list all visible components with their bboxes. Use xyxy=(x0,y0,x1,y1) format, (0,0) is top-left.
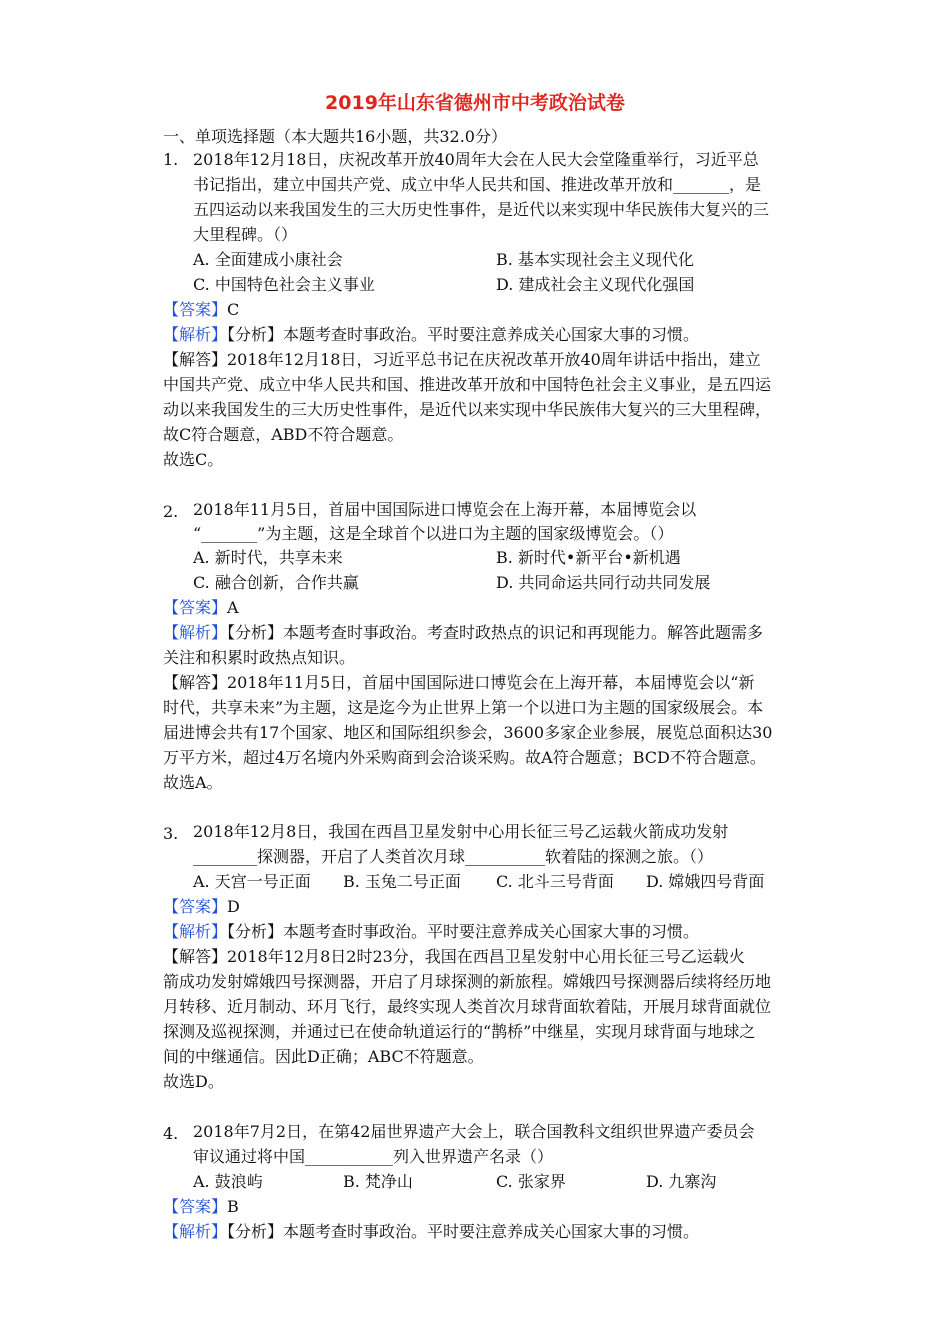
solution-line: 【解答】2018年12月18日，习近平总书记在庆祝改革开放40周年讲话中指出，建立 xyxy=(163,350,761,369)
answer-line xyxy=(163,596,239,620)
option-b: B. 新时代•新平台•新机遇 xyxy=(496,548,681,567)
analysis-line-2: 关注和积累时政热点知识。 xyxy=(163,648,356,667)
option-d: D. 共同命运共同行动共同发展 xyxy=(496,573,711,592)
option-d: D. 建成社会主义现代化强国 xyxy=(496,275,695,294)
option-b: B. 梵净山 xyxy=(343,1172,413,1191)
question-stem-line: 大里程碑。（） xyxy=(193,225,298,244)
question-stem-line: 2018年11月5日，首届中国国际进口博览会在上海开幕，本届博览会以 xyxy=(193,500,697,519)
answer-value: A xyxy=(227,598,239,617)
solution-line: 时代，共享未来”为主题，这是迄今为止世界上第一个以进口为主题的国家级展会。本 xyxy=(163,698,764,717)
answer-value: C xyxy=(227,300,240,319)
solution-line: 【解答】2018年11月5日，首届中国国际进口博览会在上海开幕，本届博览会以“新 xyxy=(163,673,755,692)
section-heading: 一、单项选择题（本大题共16小题，共32.0分） xyxy=(163,127,507,146)
option-c: C. 北斗三号背面 xyxy=(496,872,614,891)
option-c: C. 融合创新，合作共赢 xyxy=(193,573,359,592)
analysis-tag: 【解析】 xyxy=(163,325,228,344)
analysis-line xyxy=(163,1220,699,1244)
solution-line: 中国共产党、成立中华人民共和国、推进改革开放和中国特色社会主义事业，是五四运 xyxy=(163,375,772,394)
question-stem-line: ________探测器，开启了人类首次月球__________软着陆的探测之旅。（） xyxy=(193,847,714,866)
solution-line: 间的中继通信。因此D正确；ABC不符题意。 xyxy=(163,1047,484,1066)
option-b: B. 玉兔二号正面 xyxy=(343,872,461,891)
question-stem-line: 审议通过将中国___________列入世界遗产名录（） xyxy=(193,1147,554,1166)
question-number: 3. xyxy=(163,824,179,843)
answer-line xyxy=(163,298,239,322)
answer-line xyxy=(163,895,240,919)
solution-line: 故选C。 xyxy=(163,450,224,469)
question-stem-line: 五四运动以来我国发生的三大历史性事件，是近代以来实现中华民族伟大复兴的三 xyxy=(193,200,770,219)
analysis-line xyxy=(163,323,699,347)
solution-line: 故选A。 xyxy=(163,773,223,792)
solution-line: 箭成功发射嫦娥四号探测器，开启了月球探测的新旅程。嫦娥四号探测器后续将经历地 xyxy=(163,972,772,991)
option-b: B. 基本实现社会主义现代化 xyxy=(496,250,694,269)
question-stem-line: 2018年7月2日，在第42届世界遗产大会上，联合国教科文组织世界遗产委员会 xyxy=(193,1122,755,1141)
solution-line: 届进博会共有17个国家、地区和国际组织参会，3600多家企业参展，展览总面积达30 xyxy=(163,723,773,742)
answer-tag: 【答案】 xyxy=(163,1197,228,1216)
solution-line: 月转移、近月制动、环月飞行，最终实现人类首次月球背面软着陆，开展月球背面就位 xyxy=(163,997,772,1016)
analysis-tag: 【解析】 xyxy=(163,623,228,642)
question-number: 1. xyxy=(163,150,179,169)
analysis-line xyxy=(163,920,699,944)
answer-line xyxy=(163,1195,239,1219)
solution-line: 故选D。 xyxy=(163,1072,224,1091)
analysis-text: 【分析】本题考查时事政治。平时要注意养成关心国家大事的习惯。 xyxy=(227,1222,700,1241)
analysis-line xyxy=(163,621,763,645)
option-a: A. 天宫一号正面 xyxy=(193,872,311,891)
option-c: C. 中国特色社会主义事业 xyxy=(193,275,375,294)
solution-line: 【解答】2018年12月8日2时23分，我国在西昌卫星发射中心用长征三号乙运载火 xyxy=(163,947,745,966)
question-number: 4. xyxy=(163,1124,179,1143)
answer-tag: 【答案】 xyxy=(163,300,228,319)
question-stem-line: “_______”为主题，这是全球首个以进口为主题的国家级博览会。（） xyxy=(193,524,674,543)
question-stem-line: 书记指出，建立中国共产党、成立中华人民共和国、推进改革开放和_______，是 xyxy=(193,175,762,194)
solution-line: 探测及巡视探测，并通过已在使命轨道运行的“鹊桥”中继星，实现月球背面与地球之 xyxy=(163,1022,756,1041)
answer-tag: 【答案】 xyxy=(163,598,228,617)
option-a: A. 新时代，共享未来 xyxy=(193,548,343,567)
answer-value: B xyxy=(227,1197,239,1216)
analysis-tag: 【解析】 xyxy=(163,1222,228,1241)
option-d: D. 嫦娥四号背面 xyxy=(646,872,765,891)
option-a: A. 鼓浪屿 xyxy=(193,1172,263,1191)
answer-tag: 【答案】 xyxy=(163,897,228,916)
solution-line: 动以来我国发生的三大历史性事件，是近代以来实现中华民族伟大复兴的三大里程碑， xyxy=(163,400,772,419)
analysis-text: 【分析】本题考查时事政治。平时要注意养成关心国家大事的习惯。 xyxy=(227,325,700,344)
page-title: 2019年山东省德州市中考政治试卷 xyxy=(325,92,625,114)
question-stem-line: 2018年12月8日，我国在西昌卫星发射中心用长征三号乙运载火箭成功发射 xyxy=(193,822,729,841)
solution-line: 万平方米，超过4万名境内外采购商到会洽谈采购。故A符合题意；BCD不符合题意。 xyxy=(163,748,766,767)
question-stem-line: 2018年12月18日，庆祝改革开放40周年大会在人民大会堂隆重举行，习近平总 xyxy=(193,150,759,169)
answer-value: D xyxy=(227,897,240,916)
option-c: C. 张家界 xyxy=(496,1172,566,1191)
question-number: 2. xyxy=(163,502,179,521)
analysis-text: 【分析】本题考查时事政治。考查时政热点的识记和再现能力。解答此题需多 xyxy=(227,623,764,642)
analysis-text: 【分析】本题考查时事政治。平时要注意养成关心国家大事的习惯。 xyxy=(227,922,700,941)
option-a: A. 全面建成小康社会 xyxy=(193,250,343,269)
solution-line: 故C符合题意，ABD不符合题意。 xyxy=(163,425,404,444)
option-d: D. 九寨沟 xyxy=(646,1172,717,1191)
analysis-tag: 【解析】 xyxy=(163,922,228,941)
